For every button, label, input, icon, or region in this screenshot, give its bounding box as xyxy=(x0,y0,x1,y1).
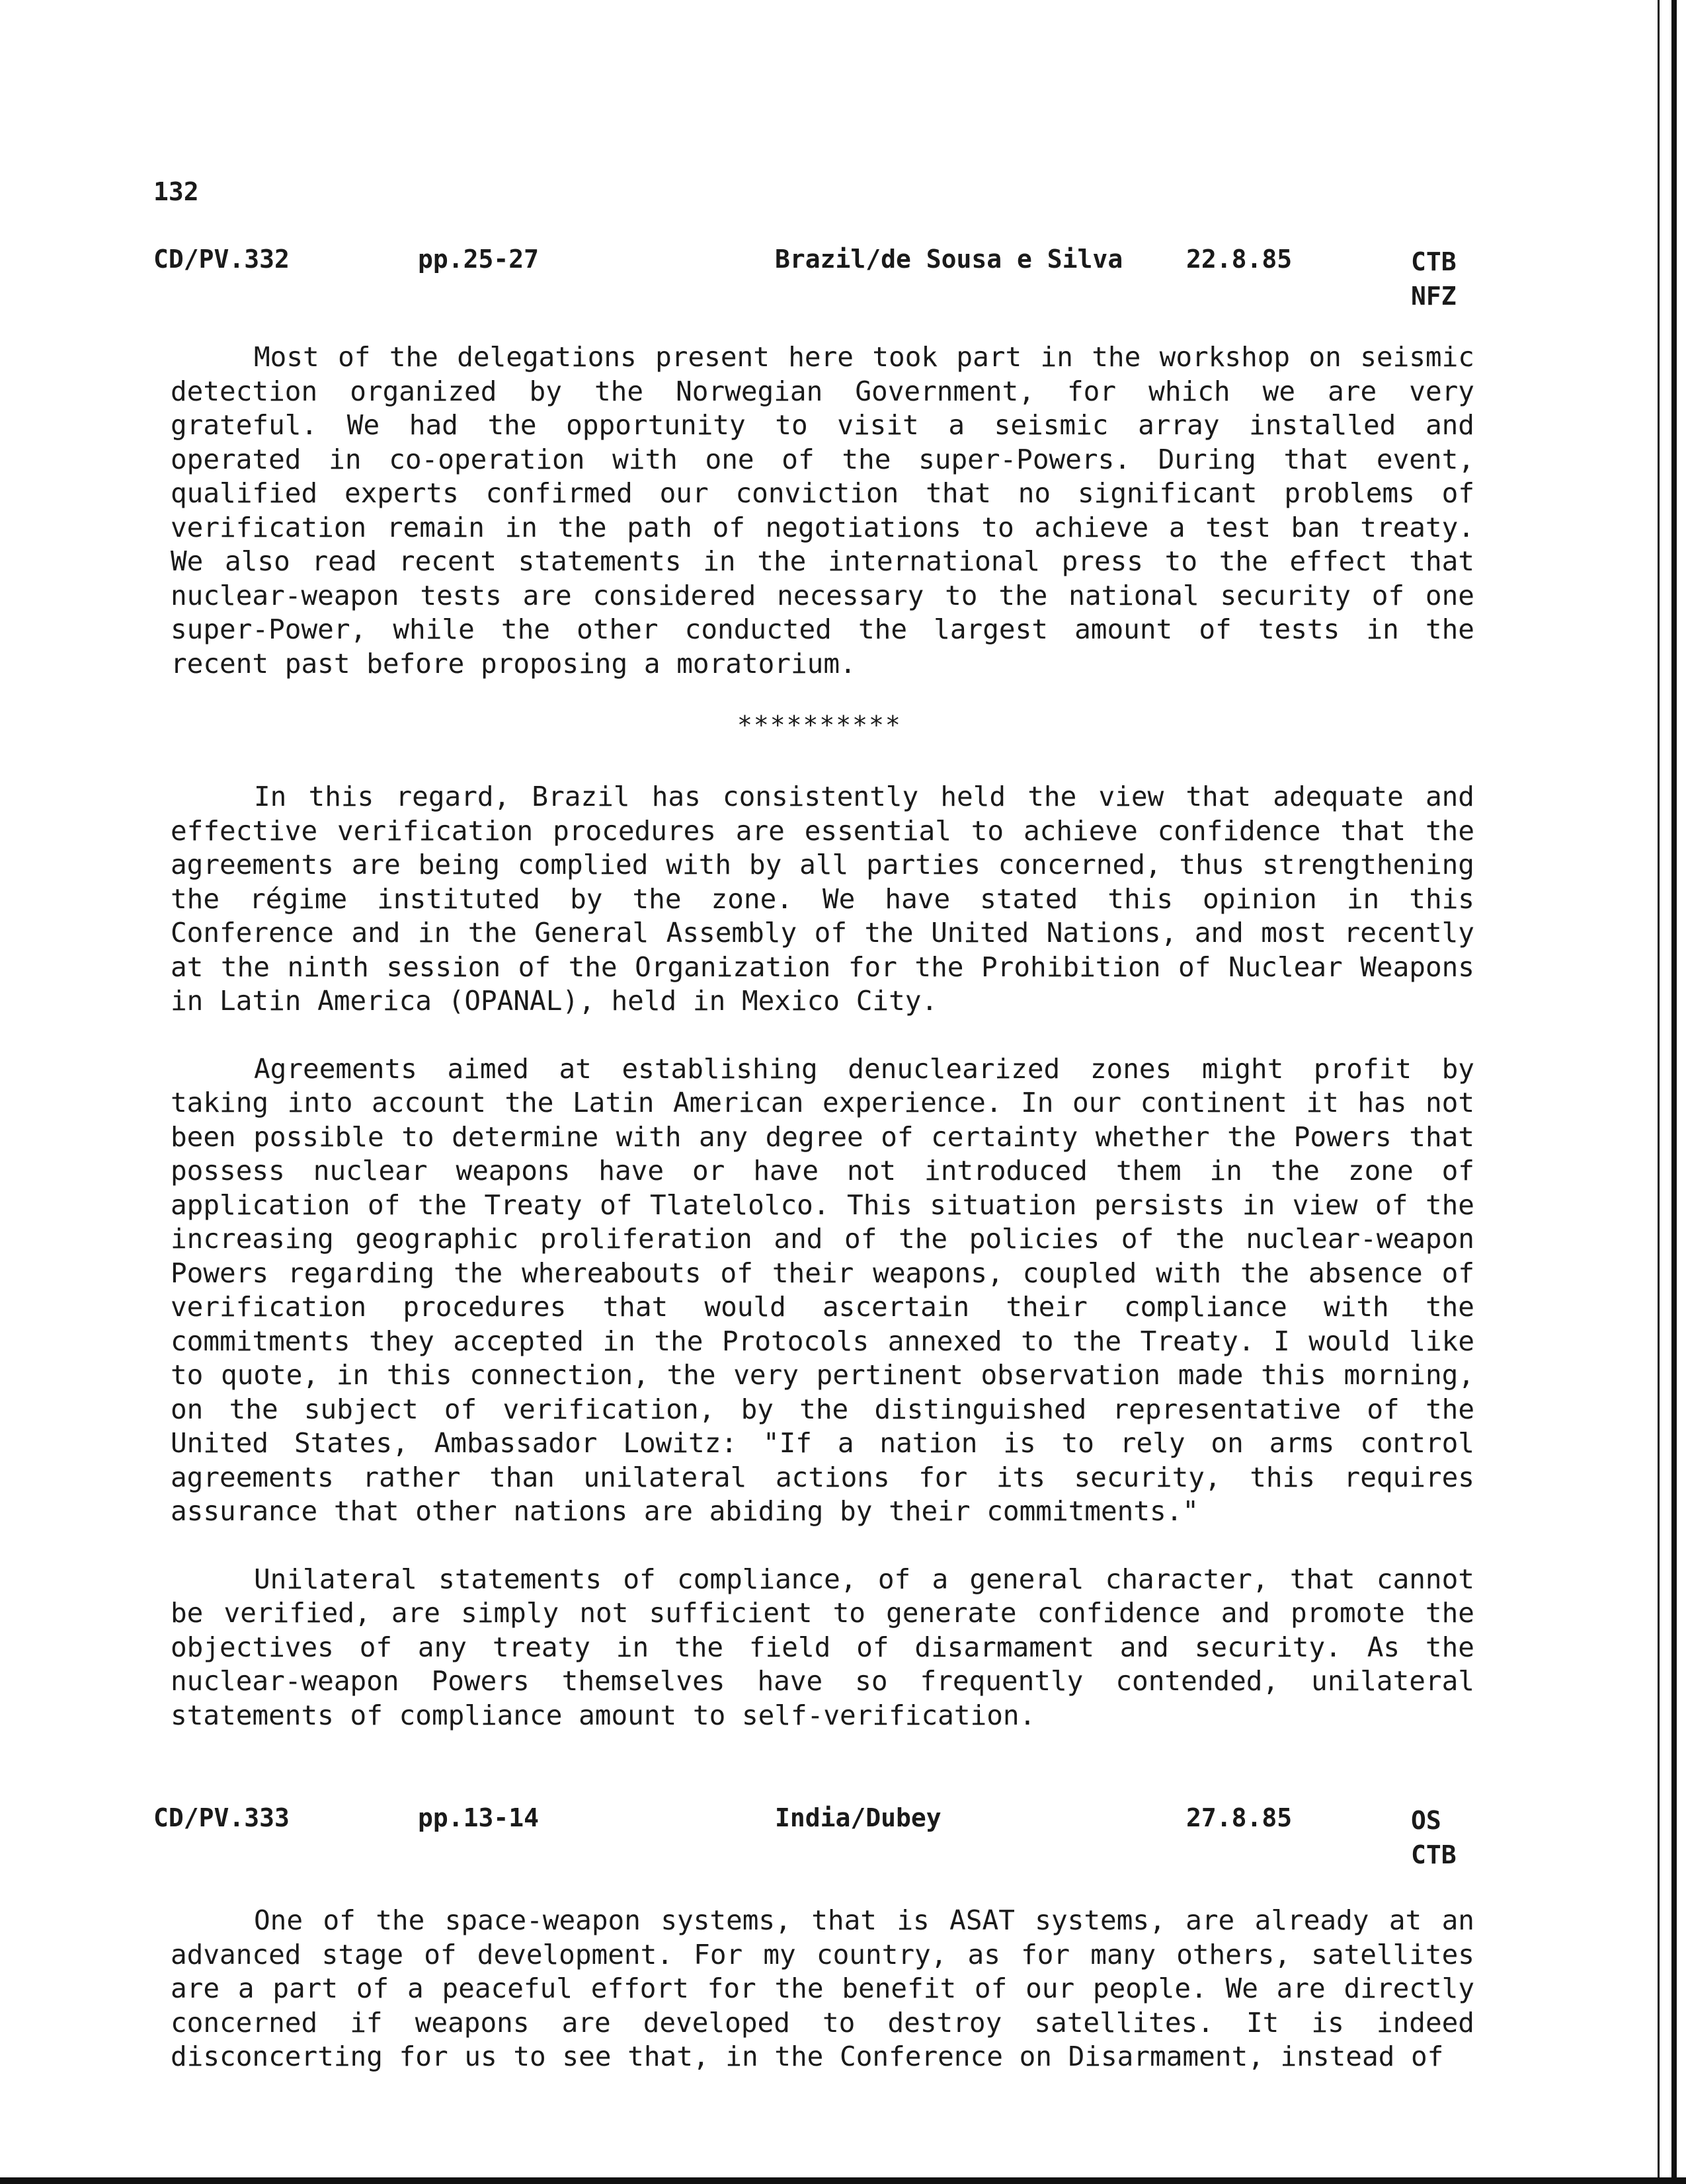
entry-reference: CD/PV.333 xyxy=(153,1803,290,1832)
entry-pages: pp.13-14 xyxy=(418,1803,540,1832)
entry-body-cd-pv-332 xyxy=(171,340,1474,681)
body-paragraph: In this regard, Brazil has consistently held the view that adequate and effective verification procedures are essential to achieve confidence that the agreements are being complied with by all parties concerned, thus strengthening the régime instituted by the zone. We have stated this opinion in this Conference and in the General Assembly of the United Nations, and most recently at the ninth session of the Organization for the Prohibition of Nuclear Weapons in Latin America (OPANAL), held in Mexico City. xyxy=(171,781,1474,1017)
body-paragraph: Agreements aimed at establishing denuclearized zones might profit by taking into account the Latin American experience. In our continent it has not been possible to determine with any degree of certainty whether the Powers that possess nuclear weapons have or have not introduced them in the zone of application of the Treaty of Tlatelolco. This situation persists in view of the increasing geographic proliferation and of the policies of the nuclear-weapon Powers regarding the whereabouts of their weapons, coupled with the absence of verification procedures that would ascertain their compliance with the commitments they accepted in the Protocols annexed to the Treaty. I would like to quote, in this connection, the very pertinent observation made this morning, on the subject of verification, by the distinguished representative of the United States, Ambassador Lowitz: "If a nation is to rely on arms control agreements rather than unilateral actions for its security, this requires assurance that other nations are abiding by their commitments." xyxy=(171,1052,1474,1527)
entry-header-cd-pv-332 xyxy=(153,245,1476,317)
entry-topics xyxy=(1411,1803,1457,1872)
page-bottom-rule xyxy=(0,2177,1686,2184)
body-paragraph: One of the space-weapon systems, that is ASAT systems, are already at an advanced stage of development. For my country, as for many others, satellites are a part of a peaceful effort for the benefit of our people. We are directly concerned if weapons are developed to destroy satellites. It is indeed disconcerting for us to see that, in the Conference on Disarmament, instead of xyxy=(171,1904,1474,2072)
entry-body-cd-pv-333 xyxy=(171,1904,1474,2074)
section-separator: ********** xyxy=(737,711,902,740)
topic-code: OS xyxy=(1411,1806,1441,1835)
entry-speaker: Brazil/de Sousa e Silva xyxy=(775,245,1123,274)
entry-date: 22.8.85 xyxy=(1186,245,1293,274)
topic-code: CTB xyxy=(1411,1840,1457,1869)
page-number: 132 xyxy=(153,177,199,206)
body-paragraph: Unilateral statements of compliance, of a general character, that cannot be verified, are simply not sufficient to generate confidence and promote the objectives of any treaty in the field of disarmament and security. As the nuclear-weapon Powers themselves have so frequently contended, unilateral statements of compliance amount to self-verification. xyxy=(171,1563,1474,1731)
entry-reference: CD/PV.332 xyxy=(153,245,290,274)
topic-code: NFZ xyxy=(1411,282,1457,311)
entry-header-cd-pv-333 xyxy=(153,1803,1476,1876)
entry-speaker: India/Dubey xyxy=(775,1803,942,1832)
page-edge-rule xyxy=(1671,0,1677,2184)
entry-pages: pp.25-27 xyxy=(418,245,540,274)
topic-code: CTB xyxy=(1411,247,1457,276)
page-edge-rule-inner xyxy=(1658,0,1660,2184)
body-paragraph: Most of the delegations present here took part in the workshop on seismic detection organized by the Norwegian Government, for which we are very grateful. We had the opportunity to visit a seismic array installed and operated in co-operation with one of the super-Powers. During that event, qualified experts confirmed our conviction that no significant problems of verification remain in the path of negotiations to achieve a test ban treaty. We also read recent statements in the international press to the effect that nuclear-weapon tests are considered necessary to the national security of one super-Power, while the other conducted the largest amount of tests in the recent past before proposing a moratorium. xyxy=(171,341,1474,680)
entry-topics xyxy=(1411,245,1457,313)
entry-date: 27.8.85 xyxy=(1186,1803,1293,1832)
entry-body-cd-pv-332-continued xyxy=(171,780,1474,1733)
